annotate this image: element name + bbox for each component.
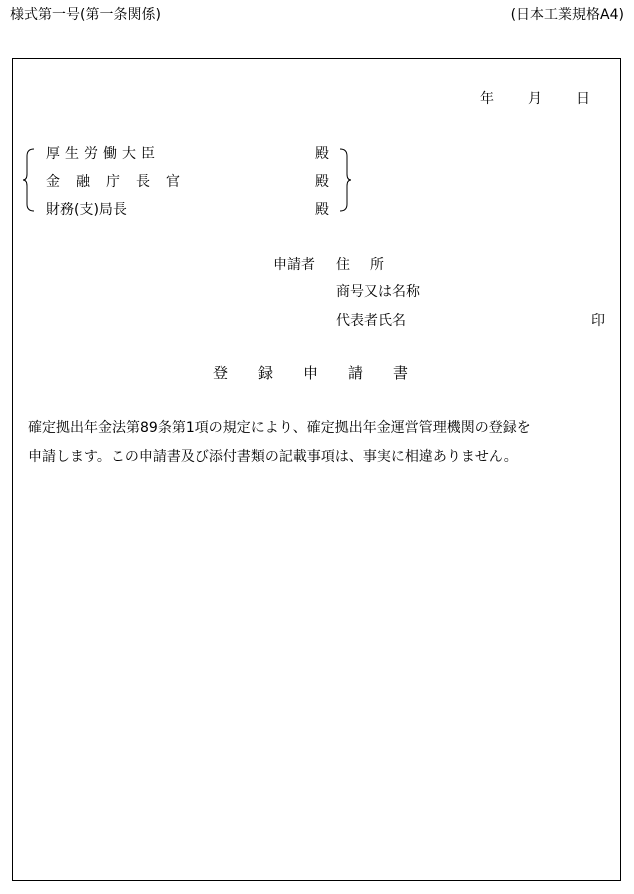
paper-size-note: (日本工業規格A4) (510, 7, 624, 23)
addressee-minister: 厚生労働大臣 (46, 146, 160, 162)
document-title: 登録申請書 (213, 364, 439, 382)
address-label: 住所 (336, 257, 404, 273)
right-brace-icon (338, 148, 352, 212)
applicant-label: 申請者 (273, 257, 315, 273)
honorific: 殿 (315, 202, 329, 218)
representative-name-label: 代表者氏名 (336, 313, 406, 329)
date-year-label: 年 (480, 91, 494, 107)
body-text-line: 確定拠出年金法第89条第1項の規定により、確定拠出年金運営管理機関の登録を (28, 420, 531, 436)
left-brace-icon (22, 148, 36, 212)
company-name-label: 商号又は名称 (336, 284, 420, 300)
honorific: 殿 (315, 174, 329, 190)
seal-mark: 印 (591, 313, 605, 329)
form-number: 様式第一号(第一条関係) (10, 7, 161, 23)
addressee-commissioner: 金融庁長官 (46, 174, 196, 190)
addressee-bureau-director: 財務(支)局長 (46, 202, 127, 218)
date-day-label: 日 (576, 91, 590, 107)
honorific: 殿 (315, 146, 329, 162)
date-month-label: 月 (528, 91, 542, 107)
body-text-line: 申請します。この申請書及び添付書類の記載事項は、事実に相違ありません。 (28, 449, 518, 465)
